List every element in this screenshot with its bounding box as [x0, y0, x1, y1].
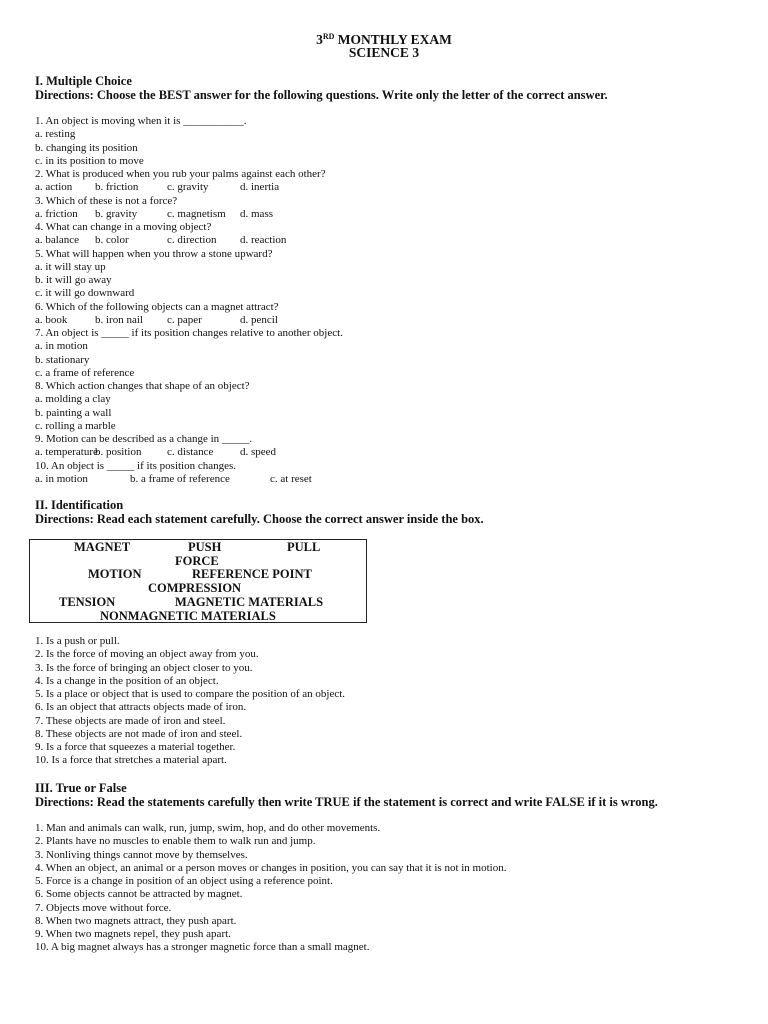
answer-option: b. changing its position: [35, 141, 138, 154]
true-false-item: 5. Force is a change in position of an object using a reference point.: [35, 875, 333, 887]
box-word: MAGNETIC MATERIALS: [175, 595, 324, 609]
identification-item: 6. Is an object that attracts objects made of iron.: [35, 701, 247, 714]
box-word: PULL: [287, 540, 321, 554]
answer-option: b. it will go away: [35, 274, 112, 286]
option-row: [35, 446, 343, 459]
identification-item: 5. Is a place or object that is used to compare the position of an object.: [35, 688, 346, 700]
box-word: PUSH: [188, 540, 222, 554]
true-false-item: 3. Nonliving things cannot move by themselves.: [35, 848, 248, 861]
answer-option: a. in motion: [35, 472, 88, 485]
identification-item: 9. Is a force that squeezes a material together.: [35, 741, 236, 753]
identification-item: 10. Is a force that stretches a material apart.: [35, 754, 227, 767]
question: 8. Which action changes that shape of an object?: [35, 380, 250, 392]
answer-option: d. inertia: [240, 181, 280, 194]
identification-item: 3. Is the force of bringing an object closer to you.: [35, 661, 253, 674]
question: 9. Motion can be described as a change in _____.: [35, 433, 253, 445]
true-false-item: 6. Some objects cannot be attracted by magnet.: [35, 888, 243, 901]
question: 4. What can change in a moving object?: [35, 221, 212, 233]
true-false-item: 4. When an object, an animal or a person moves or changes in position, you can say that it is not in motion.: [35, 861, 507, 874]
answer-option: b. stationary: [35, 353, 90, 366]
exam-subject: SCIENCE 3: [348, 45, 420, 60]
part1-heading: I. Multiple Choice: [35, 74, 132, 88]
question: 6. Which of the following objects can a magnet attract?: [35, 300, 279, 313]
answer-option: a. action: [35, 181, 73, 194]
answer-option: a. temperature: [35, 446, 98, 459]
answer-option: c. rolling a marble: [35, 419, 116, 432]
answer-option: c. at reset: [270, 472, 312, 485]
answer-option: c. distance: [167, 446, 214, 459]
answer-option: a. molding a clay: [35, 393, 111, 406]
answer-option: d. mass: [240, 207, 273, 220]
answer-option: c. magnetism: [167, 207, 226, 220]
answer-option: a. balance: [35, 234, 79, 247]
true-false-item: 8. When two magnets attract, they push apart.: [35, 914, 237, 927]
answer-option: b. gravity: [95, 207, 138, 220]
question: 2. What is produced when you rub your palms against each other?: [35, 168, 326, 180]
answer-option: d. pencil: [240, 313, 278, 326]
answer-choices-box: [29, 539, 367, 623]
answer-option: d. reaction: [240, 234, 287, 247]
part3-heading: III. True or False: [35, 781, 127, 795]
answer-option: a. friction: [35, 207, 78, 220]
answer-option: b. a frame of reference: [130, 472, 230, 485]
answer-option: b. position: [95, 446, 142, 459]
question: 3. Which of these is not a force?: [35, 194, 178, 207]
true-false-list: [35, 822, 506, 955]
question: 1. An object is moving when it is ___________.: [35, 115, 247, 127]
true-false-item: 2. Plants have no muscles to enable them to walk run and jump.: [35, 835, 316, 848]
answer-option: a. in motion: [35, 340, 88, 353]
identification-item: 7. These objects are made of iron and steel.: [35, 714, 226, 727]
identification-item: 2. Is the force of moving an object away from you.: [35, 648, 259, 661]
box-word: NONMAGNETIC MATERIALS: [100, 609, 276, 623]
title-superscript: RD: [322, 32, 335, 41]
answer-option: c. it will go downward: [35, 287, 135, 300]
identification-list: [35, 635, 345, 768]
answer-option: c. paper: [167, 313, 202, 326]
multiple-choice-list: [35, 115, 343, 486]
option-row: [35, 208, 343, 221]
answer-option: c. in its position to move: [35, 154, 144, 167]
question: 7. An object is _____ if its position changes relative to another object.: [35, 327, 343, 339]
option-row: [35, 473, 343, 486]
answer-option: b. painting a wall: [35, 406, 112, 419]
option-row: [35, 181, 343, 194]
part1-directions: Directions: Choose the BEST answer for the following questions. Write only the letter of the correct answer.: [35, 88, 608, 102]
box-word: TENSION: [59, 595, 116, 609]
answer-option: b. color: [95, 234, 129, 247]
answer-option: b. friction: [95, 181, 139, 194]
box-word: MAGNET: [74, 540, 131, 554]
option-row: [35, 234, 343, 247]
identification-item: 4. Is a change in the position of an object.: [35, 674, 219, 687]
box-word: FORCE: [175, 554, 219, 568]
option-row: [35, 314, 343, 327]
true-false-item: 7. Objects move without force.: [35, 901, 172, 914]
identification-item: 8. These objects are not made of iron and steel.: [35, 727, 243, 740]
box-word: COMPRESSION: [148, 581, 242, 595]
exam-title: 3RD MONTHLY EXAM: [316, 32, 452, 47]
answer-option: c. gravity: [167, 181, 209, 194]
identification-item: 1. Is a push or pull.: [35, 635, 120, 647]
part3-directions: Directions: Read the statements carefully then write TRUE if the statement is correct and write FALSE if it is wrong.: [35, 795, 658, 809]
answer-option: a. resting: [35, 128, 76, 141]
answer-option: a. it will stay up: [35, 260, 106, 273]
part2-directions: Directions: Read each statement carefully. Choose the correct answer inside the box.: [35, 512, 484, 526]
question: 10. An object is _____ if its position changes.: [35, 459, 237, 472]
box-word: REFERENCE POINT: [192, 567, 312, 581]
true-false-item: 10. A big magnet always has a stronger magnetic force than a small magnet.: [35, 941, 370, 954]
answer-option: c. direction: [167, 234, 217, 247]
answer-option: b. iron nail: [95, 313, 143, 326]
true-false-item: 9. When two magnets repel, they push apart.: [35, 928, 231, 940]
box-word: MOTION: [88, 567, 142, 581]
answer-option: c. a frame of reference: [35, 366, 135, 379]
answer-option: d. speed: [240, 446, 277, 459]
true-false-item: 1. Man and animals can walk, run, jump, swim, hop, and do other movements.: [35, 822, 381, 834]
question: 5. What will happen when you throw a stone upward?: [35, 247, 273, 260]
part2-heading: II. Identification: [35, 498, 124, 512]
answer-option: a. book: [35, 313, 68, 326]
